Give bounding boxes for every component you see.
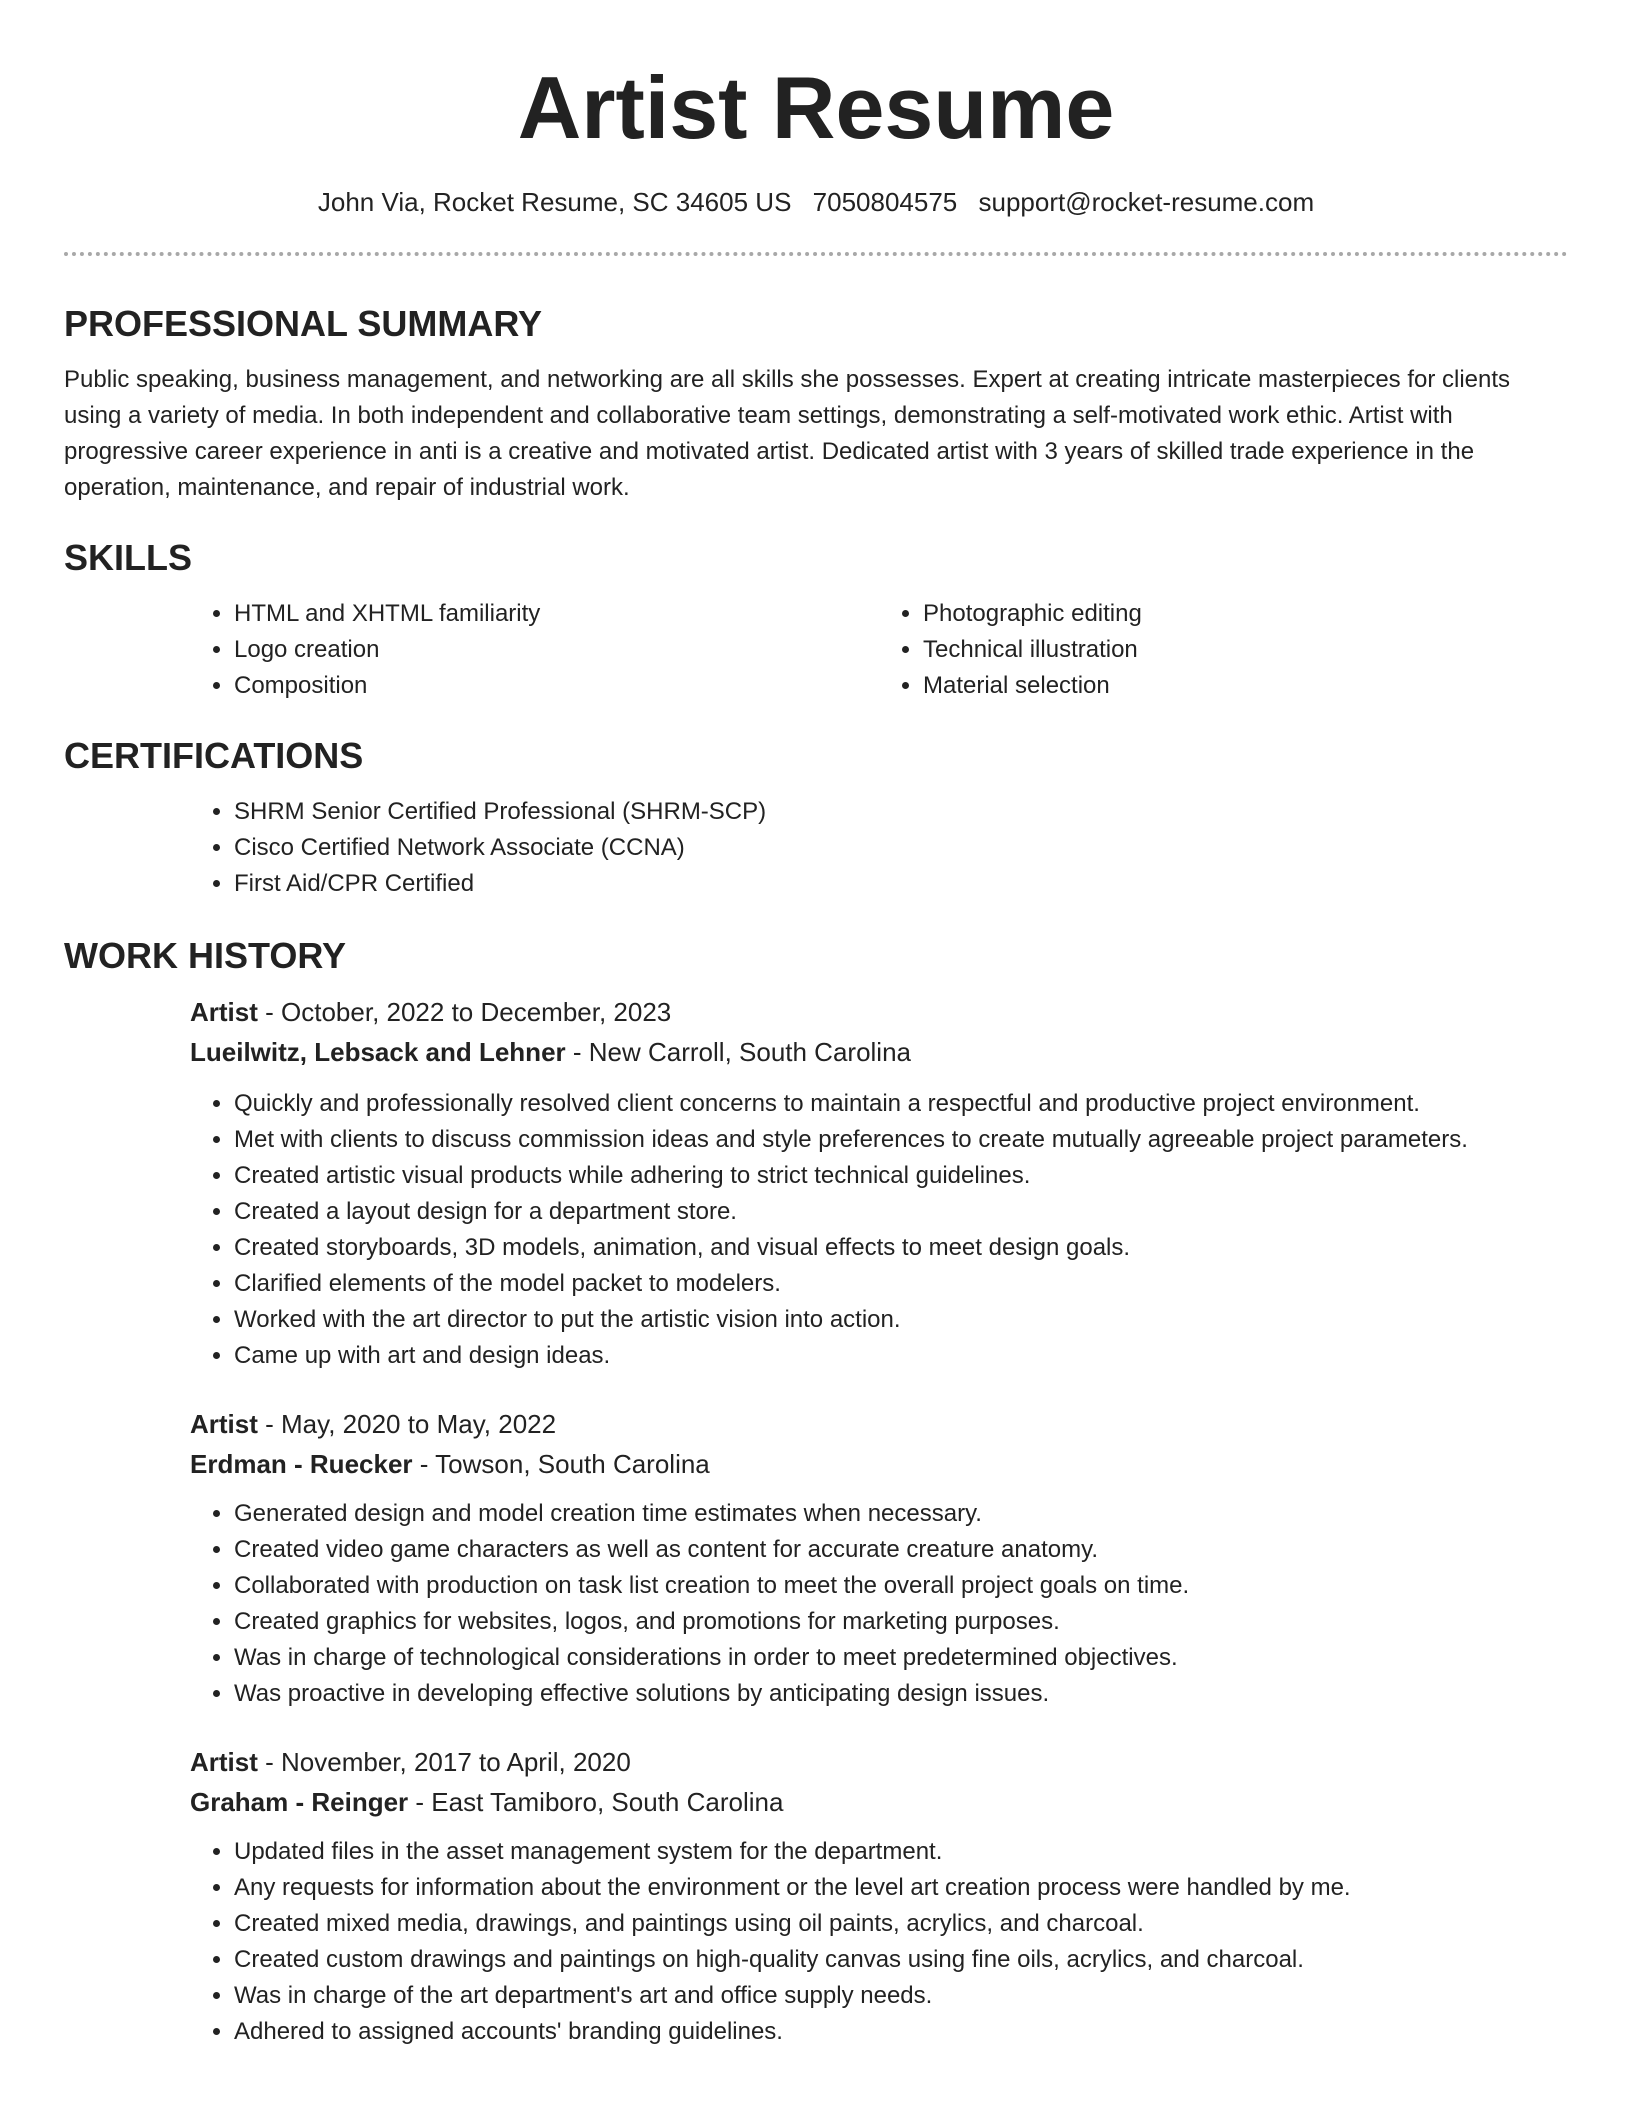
job-company-line bbox=[190, 1032, 1568, 1072]
certification-item: • First Aid/CPR Certified bbox=[234, 866, 1568, 902]
job-title: Artist bbox=[190, 997, 258, 1027]
job-company-line bbox=[190, 1444, 1568, 1484]
job-bullet: • Worked with the art director to put the artistic vision into action. bbox=[234, 1302, 1568, 1338]
job-bullet: • Was in charge of the art department's art and office supply needs. bbox=[234, 1978, 1568, 2014]
job-entry bbox=[190, 1742, 1568, 1822]
job-location: - Towson, South Carolina bbox=[412, 1449, 710, 1479]
skills-column-left bbox=[190, 596, 879, 704]
contact-phone: 7050804575 bbox=[812, 187, 958, 217]
job-bullet: • Came up with art and design ideas. bbox=[234, 1338, 1568, 1374]
job-bullet: • Clarified elements of the model packet to modelers. bbox=[234, 1266, 1568, 1302]
job-bullet: • Created storyboards, 3D models, animation, and visual effects to meet design goals. bbox=[234, 1230, 1568, 1266]
job-bullets bbox=[190, 1496, 1568, 1712]
job-title: Artist bbox=[190, 1409, 258, 1439]
job-location: - New Carroll, South Carolina bbox=[565, 1037, 912, 1067]
job-title-line bbox=[190, 992, 1568, 1032]
job-title: Artist bbox=[190, 1747, 258, 1777]
job-company-line bbox=[190, 1782, 1568, 1822]
job-bullet: • Created artistic visual products while adhering to strict technical guidelines. bbox=[234, 1158, 1568, 1194]
job-bullets bbox=[190, 1086, 1568, 1374]
skills-column-right bbox=[879, 596, 1568, 704]
job-bullet: • Was in charge of technological considerations in order to meet predetermined objectives. bbox=[234, 1640, 1568, 1676]
resume-title: Artist Resume bbox=[517, 58, 1115, 157]
skill-item: • Technical illustration bbox=[923, 632, 1568, 668]
certification-item: • SHRM Senior Certified Professional (SHRM-SCP) bbox=[234, 794, 1568, 830]
job-bullet: • Quickly and professionally resolved client concerns to maintain a respectful and productive project environment. bbox=[234, 1086, 1568, 1122]
skill-item: • Logo creation bbox=[234, 632, 879, 668]
job-bullet: • Created video game characters as well as content for accurate creature anatomy. bbox=[234, 1532, 1568, 1568]
job-bullet: • Generated design and model creation time estimates when necessary. bbox=[234, 1496, 1568, 1532]
job-bullet: • Adhered to assigned accounts' branding guidelines. bbox=[234, 2014, 1568, 2050]
certification-item: • Cisco Certified Network Associate (CCNA) bbox=[234, 830, 1568, 866]
job-bullets bbox=[190, 1834, 1568, 2050]
work-history-heading: WORK HISTORY bbox=[64, 935, 347, 976]
contact-email: support@rocket-resume.com bbox=[978, 187, 1315, 217]
job-bullet: • Met with clients to discuss commission ideas and style preferences to create mutually agreeable project parameters. bbox=[234, 1122, 1568, 1158]
job-location: - East Tamiboro, South Carolina bbox=[408, 1787, 784, 1817]
job-dates: - October, 2022 to December, 2023 bbox=[257, 997, 672, 1027]
job-company: Erdman - Ruecker bbox=[190, 1449, 413, 1479]
contact-address: John Via, Rocket Resume, SC 34605 US bbox=[317, 187, 792, 217]
job-entry bbox=[190, 1404, 1568, 1484]
job-title-line bbox=[190, 1742, 1568, 1782]
skills-list bbox=[190, 596, 1568, 704]
skill-item: • Photographic editing bbox=[923, 596, 1568, 632]
job-company: Lueilwitz, Lebsack and Lehner bbox=[190, 1037, 566, 1067]
job-bullet: • Created mixed media, drawings, and paintings using oil paints, acrylics, and charcoal. bbox=[234, 1906, 1568, 1942]
job-bullet: • Updated files in the asset management system for the department. bbox=[234, 1834, 1568, 1870]
job-title-line bbox=[190, 1404, 1568, 1444]
summary-heading: PROFESSIONAL SUMMARY bbox=[64, 303, 543, 344]
certifications-list bbox=[190, 794, 1568, 902]
job-bullet: • Collaborated with production on task list creation to meet the overall project goals on time. bbox=[234, 1568, 1568, 1604]
job-dates: - November, 2017 to April, 2020 bbox=[257, 1747, 631, 1777]
skill-item: • Composition bbox=[234, 668, 879, 704]
job-bullet: • Created custom drawings and paintings on high-quality canvas using fine oils, acrylics, and charcoal. bbox=[234, 1942, 1568, 1978]
job-bullet: • Created graphics for websites, logos, and promotions for marketing purposes. bbox=[234, 1604, 1568, 1640]
skills-heading: SKILLS bbox=[64, 537, 193, 578]
job-entry bbox=[190, 992, 1568, 1072]
certifications-heading: CERTIFICATIONS bbox=[64, 735, 364, 776]
header-divider bbox=[64, 252, 1568, 256]
job-company: Graham - Reinger bbox=[190, 1787, 409, 1817]
job-bullet: • Was proactive in developing effective solutions by anticipating design issues. bbox=[234, 1676, 1568, 1712]
job-dates: - May, 2020 to May, 2022 bbox=[257, 1409, 557, 1439]
skill-item: • Material selection bbox=[923, 668, 1568, 704]
skill-item: • HTML and XHTML familiarity bbox=[234, 596, 879, 632]
summary-text: Public speaking, business management, and networking are all skills she possesses. Expert at creating intricate masterpieces for clients using a variety of media. In both independent and collaborative team settings, demonstrating a self-motivated work ethic. Artist with progressive career experience in anti is a creative and motivated artist. Dedicated artist with 3 years of skilled trade experience in the operation, maintenance, and repair of industrial work. bbox=[64, 366, 1511, 501]
contact-line bbox=[64, 186, 1568, 218]
job-bullet: • Created a layout design for a department store. bbox=[234, 1194, 1568, 1230]
job-bullet: • Any requests for information about the environment or the level art creation process were handled by me. bbox=[234, 1870, 1568, 1906]
